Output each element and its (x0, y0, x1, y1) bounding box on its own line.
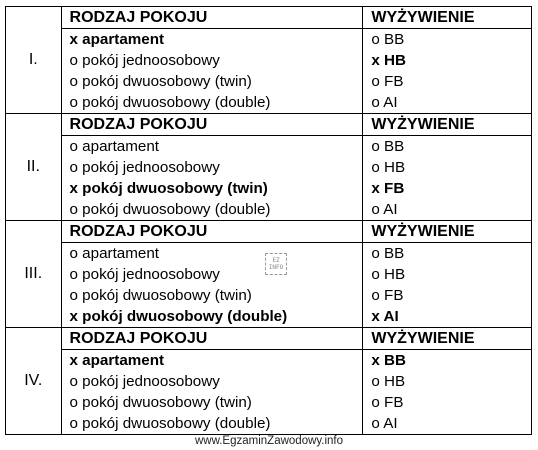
room-options (61, 243, 363, 328)
meal-option[interactable]: o BB (371, 31, 405, 48)
meal-options (363, 29, 532, 114)
block-number: I. (6, 7, 62, 114)
room-option[interactable]: o pokój jednoosobowy (69, 373, 220, 390)
meal-option[interactable]: o AI (371, 94, 398, 111)
options-table (5, 6, 532, 435)
meal-plan-header: WYŻYWIENIE (363, 221, 532, 243)
room-option-selected[interactable]: x apartament (69, 352, 165, 369)
block-header-row (6, 7, 532, 29)
footer-url[interactable]: www.EgzaminZawodowy.info (194, 435, 344, 447)
meal-option[interactable]: o BB (371, 245, 405, 262)
room-option-selected[interactable]: x pokój dwuosobowy (double) (69, 308, 288, 325)
meal-option[interactable]: o FB (371, 73, 404, 90)
meal-option-selected[interactable]: x AI (371, 308, 399, 325)
room-type-header: RODZAJ POKOJU (61, 221, 363, 243)
meal-option[interactable]: o AI (371, 415, 398, 432)
meal-plan-header: WYŻYWIENIE (363, 7, 532, 29)
room-option[interactable]: o pokój dwuosobowy (double) (69, 94, 271, 111)
room-option-selected[interactable]: x pokój dwuosobowy (twin) (69, 180, 268, 197)
watermark-logo: EZ INFO (265, 253, 287, 275)
room-option[interactable]: o pokój dwuosobowy (twin) (69, 394, 252, 411)
meal-option[interactable]: o FB (371, 287, 404, 304)
meal-option-selected[interactable]: x BB (371, 352, 406, 369)
block-header-row (6, 221, 532, 243)
room-option[interactable]: o pokój dwuosobowy (double) (69, 415, 271, 432)
meal-options (363, 350, 532, 435)
room-option[interactable]: o pokój dwuosobowy (double) (69, 201, 271, 218)
meal-options (363, 136, 532, 221)
meal-option[interactable]: o FB (371, 394, 404, 411)
room-options (61, 29, 363, 114)
block-options-row (6, 350, 532, 435)
room-options (61, 350, 363, 435)
block-header-row (6, 114, 532, 136)
room-option[interactable]: o pokój jednoosobowy (69, 266, 220, 283)
meal-option[interactable]: o AI (371, 201, 398, 218)
meal-options (363, 243, 532, 328)
room-type-header: RODZAJ POKOJU (61, 7, 363, 29)
room-type-header: RODZAJ POKOJU (61, 328, 363, 350)
meal-option[interactable]: o HB (371, 266, 406, 283)
meal-plan-header: WYŻYWIENIE (363, 114, 532, 136)
block-options-row (6, 136, 532, 221)
block-number: IV. (6, 328, 62, 435)
meal-option[interactable]: o BB (371, 138, 405, 155)
room-option[interactable]: o pokój dwuosobowy (twin) (69, 73, 252, 90)
meal-option-selected[interactable]: x FB (371, 180, 405, 197)
room-option[interactable]: o pokój dwuosobowy (twin) (69, 287, 252, 304)
room-option[interactable]: o apartament (69, 138, 160, 155)
room-options (61, 136, 363, 221)
block-number: II. (6, 114, 62, 221)
room-option-selected[interactable]: x apartament (69, 31, 165, 48)
meal-plan-header: WYŻYWIENIE (363, 328, 532, 350)
meal-option-selected[interactable]: x HB (371, 52, 406, 69)
block-header-row (6, 328, 532, 350)
meal-option[interactable]: o HB (371, 159, 406, 176)
block-number: III. (6, 221, 62, 328)
room-option[interactable]: o pokój jednoosobowy (69, 159, 220, 176)
meal-option[interactable]: o HB (371, 373, 406, 390)
room-option[interactable]: o pokój jednoosobowy (69, 52, 220, 69)
room-type-header: RODZAJ POKOJU (61, 114, 363, 136)
room-option[interactable]: o apartament (69, 245, 160, 262)
block-options-row (6, 29, 532, 114)
